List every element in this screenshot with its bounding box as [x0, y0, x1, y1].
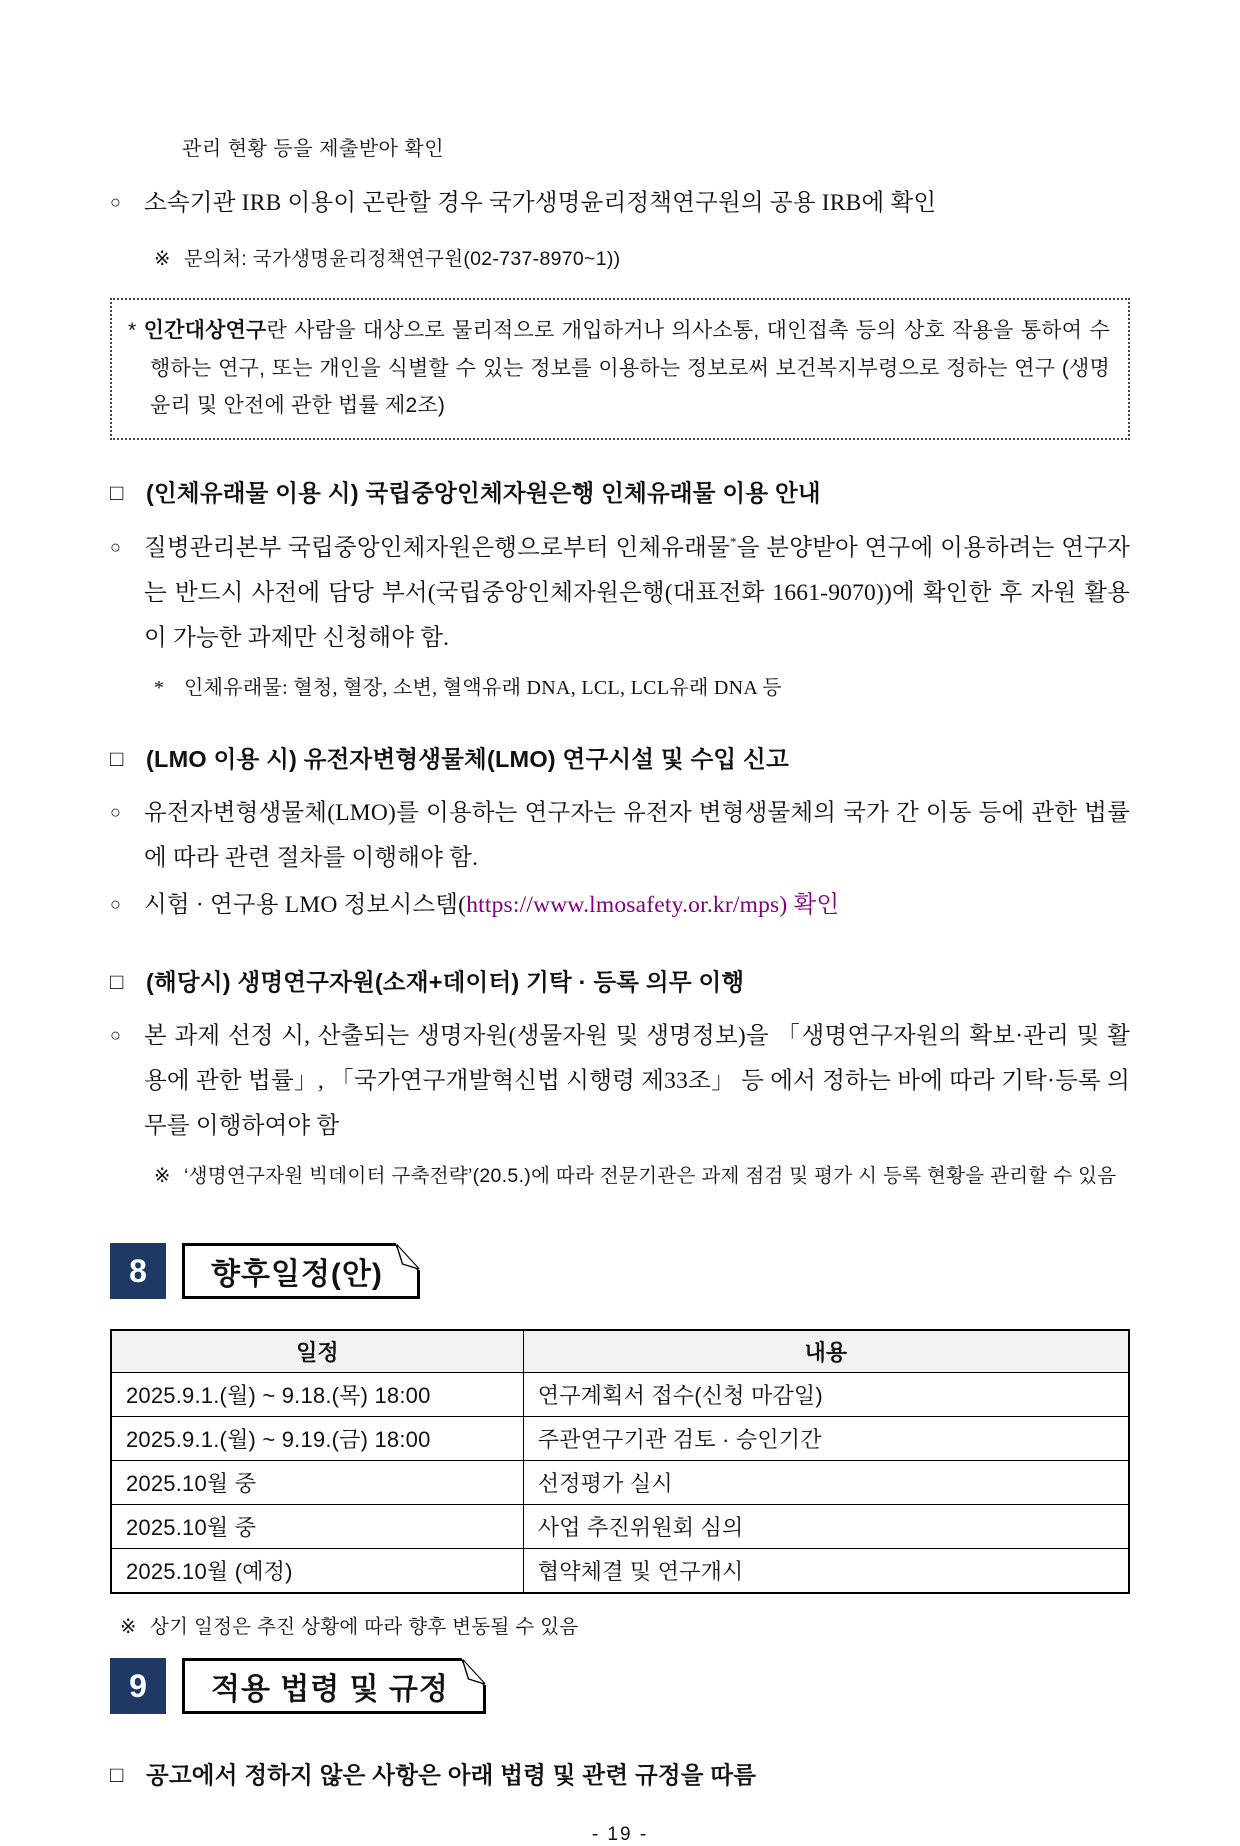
folded-corner-icon — [396, 1243, 420, 1270]
circle-bullet-icon: ○ — [110, 536, 121, 557]
law-item-text: 공고에서 정하지 않은 사항은 아래 법령 및 관련 규정을 따름 — [146, 1762, 757, 1789]
content-cell: 연구계획서 접수(신청 마감일) — [523, 1373, 1129, 1417]
circle-bullet-icon: ○ — [110, 192, 121, 212]
lmo-heading-text: (LMO 이용 시) 유전자변형생물체(LMO) 연구시설 및 수입 신고 — [146, 745, 789, 772]
square-bullet-icon: □ — [110, 745, 124, 771]
bio-resource-item — [110, 1014, 1130, 1149]
human-material-heading-text: (인체유래물 이용 시) 국립중앙인체자원은행 인체유래물 이용 안내 — [146, 480, 821, 507]
content-column-header: 내용 — [523, 1330, 1129, 1373]
circle-bullet-icon: ○ — [110, 1024, 121, 1045]
human-material-item — [110, 526, 1130, 661]
lmo-heading — [110, 742, 1130, 777]
footnote-asterisk: * — [729, 533, 737, 549]
law-item — [110, 1758, 1130, 1793]
bio-resource-note-text: ‘생명연구자원 빅데이터 구축전략’(20.5.)에 따라 전문기관은 과제 점검 및 평가 시 등록 현황을 관리할 수 있음 — [184, 1165, 1117, 1188]
lmo-system-link[interactable]: https://www.lmosafety.or.kr/mps) — [466, 892, 788, 919]
table-row — [111, 1461, 1129, 1505]
page-number: - 19 - — [591, 1823, 649, 1845]
law-section-header — [110, 1658, 1130, 1714]
table-row — [111, 1505, 1129, 1549]
section-title-box — [182, 1658, 486, 1714]
content-cell: 협약체결 및 연구개시 — [523, 1549, 1129, 1594]
lmo-link-line — [144, 883, 1130, 928]
lmo-paragraph: 유전자변형생물체(LMO)를 이용하는 연구자는 유전자 변형생물체의 국가 간 이동 등에 관한 법률에 따라 관련 절차를 이행해야 함. — [144, 800, 1130, 872]
bio-resource-note — [110, 1159, 1130, 1193]
reference-mark-icon: ※ — [154, 248, 171, 271]
bio-resource-heading — [110, 965, 1130, 1000]
circle-bullet-icon: ○ — [110, 894, 121, 915]
definition-note-box — [110, 298, 1130, 440]
bio-resource-paragraph: 본 과제 선정 시, 산출되는 생명자원(생물자원 및 생명정보)을 「생명연구자원의 확보·관리 및 활용에 관한 법률」, 「국가연구개발혁신법 시행령 제33조」 등 에서 정하는 바에 따라 기탁·등록 의무를 이행하여야 함 — [144, 1022, 1130, 1139]
schedule-cell: 2025.9.1.(월) ~ 9.19.(금) 18:00 — [111, 1417, 523, 1461]
irb-item — [110, 181, 1130, 226]
table-row — [111, 1373, 1129, 1417]
bio-resource-heading-text: (해당시) 생명연구자원(소재+데이터) 기탁 · 등록 의무 이행 — [146, 968, 745, 995]
content-cell: 선정평가 실시 — [523, 1461, 1129, 1505]
square-bullet-icon: □ — [110, 968, 124, 994]
table-row — [111, 1417, 1129, 1461]
human-material-heading — [110, 476, 1130, 511]
lmo-link-item — [110, 883, 1130, 928]
asterisk-marker: * — [154, 676, 165, 699]
reference-mark-icon: ※ — [154, 1165, 171, 1188]
section-number-badge: 8 — [110, 1243, 166, 1299]
schedule-cell: 2025.9.1.(월) ~ 9.18.(목) 18:00 — [111, 1373, 523, 1417]
contact-note-text: 문의처: 국가생명윤리정책연구원(02-737-8970~1)) — [184, 248, 621, 271]
section-title: 향후일정(안) — [211, 1258, 383, 1292]
section-number-badge: 9 — [110, 1658, 166, 1714]
schedule-table-body — [111, 1373, 1129, 1594]
section-title: 적용 법령 및 규정 — [211, 1673, 449, 1707]
schedule-note — [110, 1610, 1130, 1644]
content-cell: 주관연구기관 검토 · 승인기간 — [523, 1417, 1129, 1461]
schedule-cell: 2025.10월 중 — [111, 1505, 523, 1549]
schedule-table — [110, 1329, 1130, 1594]
lmo-item — [110, 791, 1130, 881]
circle-bullet-icon: ○ — [110, 802, 121, 823]
content-cell: 사업 추진위원회 심의 — [523, 1505, 1129, 1549]
lmo-link-prefix: 시험 · 연구용 LMO 정보시스템( — [144, 892, 467, 919]
schedule-column-header: 일정 — [111, 1330, 523, 1373]
definition-term: 인간대상연구 — [143, 319, 267, 343]
irb-item-text: 소속기관 IRB 이용이 곤란할 경우 국가생명윤리정책연구원의 공용 IRB에 확인 — [144, 190, 937, 216]
schedule-cell: 2025.10월 중 — [111, 1461, 523, 1505]
definition-text — [128, 312, 1110, 424]
reference-mark-icon: ※ — [120, 1616, 137, 1639]
contact-note — [110, 242, 1130, 276]
folded-corner-icon — [462, 1658, 486, 1685]
schedule-cell: 2025.10월 (예정) — [111, 1549, 523, 1594]
asterisk-marker: * — [128, 319, 137, 343]
definition-body: 란 사람을 대상으로 물리적으로 개입하거나 의사소통, 대인접촉 등의 상호 작용을 통하여 수행하는 연구, 또는 개인을 식별할 수 있는 정보를 이용하는 정보로써 보건복지부령으로 정하는 연구 (생명윤리 및 안전에 관한 법률 제2조) — [150, 319, 1110, 417]
lmo-link-suffix: 확인 — [793, 892, 840, 919]
section-title-box — [182, 1243, 420, 1299]
schedule-section-header — [110, 1243, 1130, 1299]
square-bullet-icon: □ — [110, 1762, 124, 1788]
table-row — [111, 1549, 1129, 1594]
human-material-note — [110, 671, 1130, 706]
human-material-note-text: 인체유래물: 혈청, 혈장, 소변, 혈액유래 DNA, LCL, LCL유래 DNA 등 — [184, 676, 782, 699]
table-header-row — [111, 1330, 1129, 1373]
human-material-paragraph: 질병관리본부 국립중앙인체자원은행으로부터 인체유래물*을 분양받아 연구에 이용하려는 연구자는 반드시 사전에 담당 부서(국립중앙인체자원은행(대표전화 1661-9070))에 확인한 후 자원 활용이 가능한 과제만 신청해야 함. — [144, 533, 1130, 651]
schedule-note-text: 상기 일정은 추진 상황에 따라 향후 변동될 수 있음 — [150, 1616, 579, 1639]
continuation-line: 관리 현황 등을 제출받아 확인 — [182, 138, 445, 160]
square-bullet-icon: □ — [110, 480, 124, 506]
